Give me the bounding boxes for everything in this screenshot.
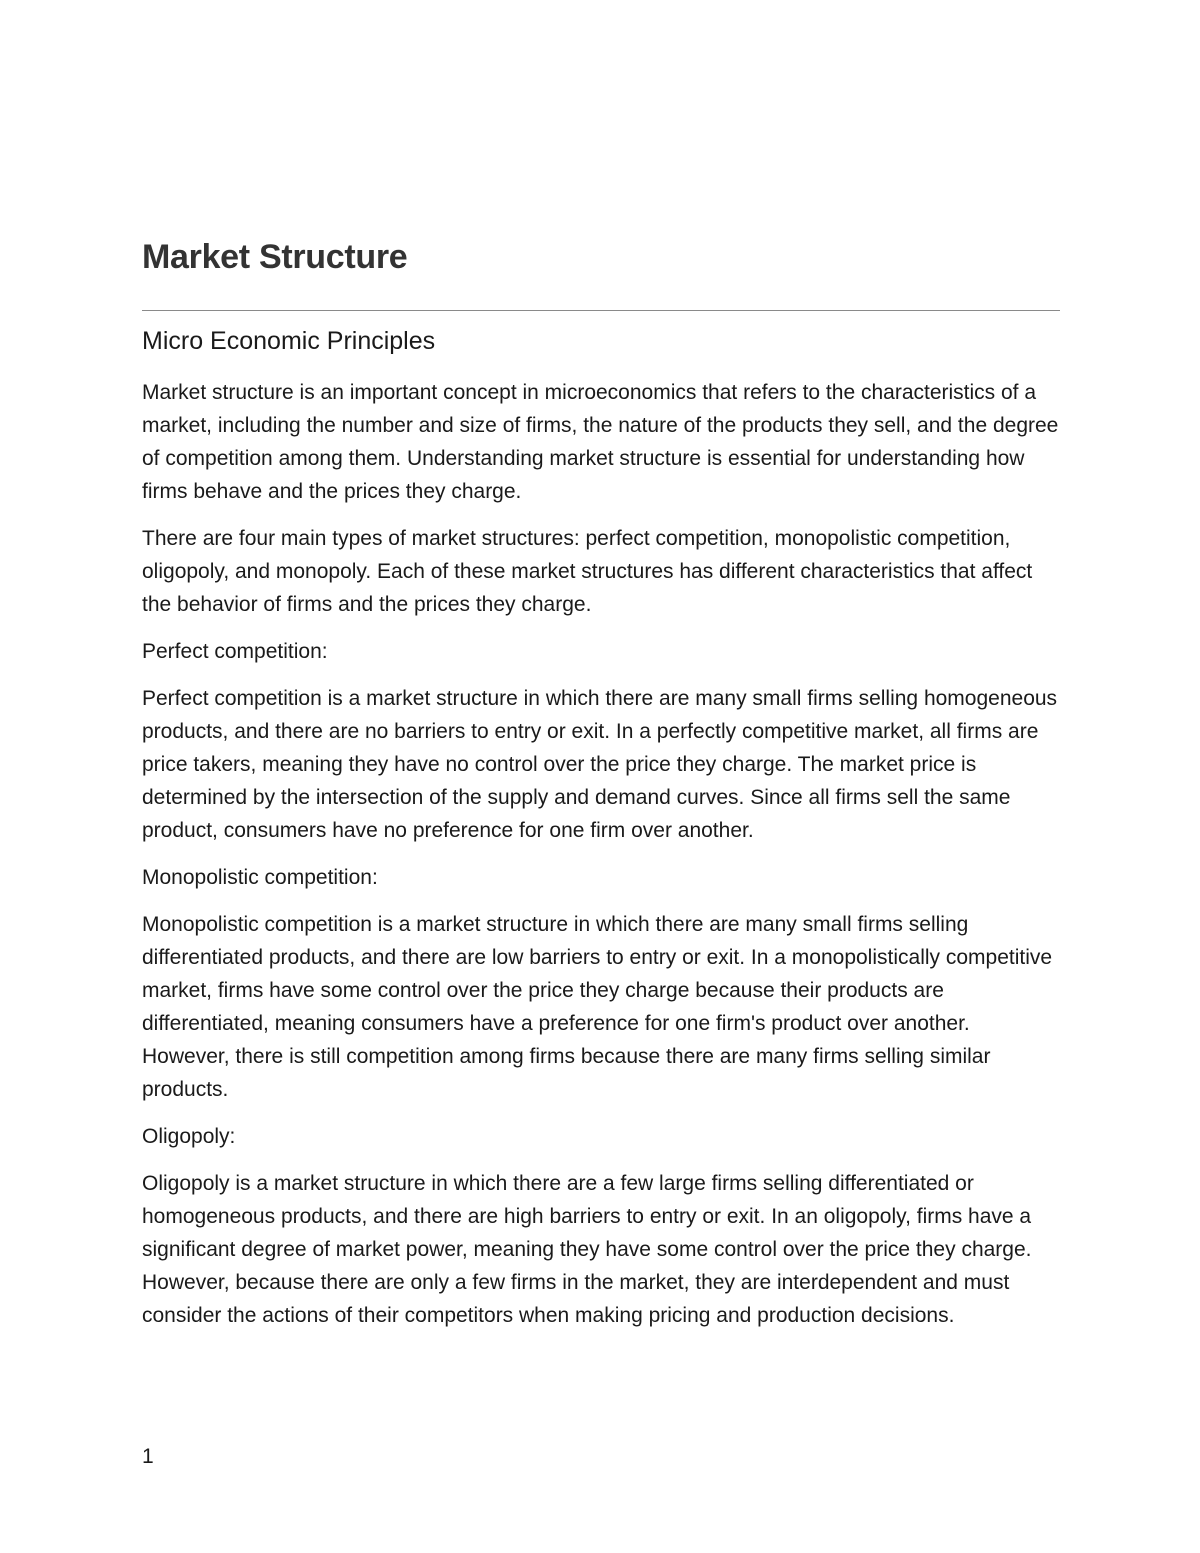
page-content: [142, 233, 1060, 1332]
paragraph-types: There are four main types of market structures: perfect competition, monopolistic competition, oligopoly, and monopoly. Each of these market structures has different characteristics that affect the behavior of firms and the prices they charge.: [142, 527, 1033, 616]
paragraph-monopolistic-competition: Monopolistic competition is a market structure in which there are many small firms selling differentiated products, and there are low barriers to entry or exit. In a monopolistically competitive market, firms have some control over the price they charge because their products are differentiated, meaning consumers have a preference for one firm's product over another. However, there is still competition among firms because there are many firms selling similar products.: [142, 913, 1053, 1101]
page-title: Market Structure: [142, 238, 408, 276]
page-number: 1: [142, 1445, 154, 1468]
section-heading-perfect-competition: Perfect competition:: [142, 640, 328, 663]
page-subtitle: Micro Economic Principles: [142, 327, 436, 355]
section-heading-oligopoly: Oligopoly:: [142, 1125, 236, 1148]
paragraph-perfect-competition: Perfect competition is a market structure in which there are many small firms selling homogeneous products, and there are no barriers to entry or exit. In a perfectly competitive market, all firms are price takers, meaning they have no control over the price they charge. The market price is determined by the intersection of the supply and demand curves. Since all firms sell the same product, consumers have no preference for one firm over another.: [142, 687, 1058, 842]
section-heading-monopolistic-competition: Monopolistic competition:: [142, 866, 378, 889]
paragraph-intro: Market structure is an important concept in microeconomics that refers to the characteristics of a market, including the number and size of firms, the nature of the products they sell, and the degree of competition among them. Understanding market structure is essential for understanding how firms behave and the prices they charge.: [142, 381, 1059, 503]
paragraph-oligopoly: Oligopoly is a market structure in which there are a few large firms selling differentiated or homogeneous products, and there are high barriers to entry or exit. In an oligopoly, firms have a significant degree of market power, meaning they have some control over the price they charge. However, because there are only a few firms in the market, they are interdependent and must consider the actions of their competitors when making pricing and production decisions.: [142, 1172, 1032, 1327]
title-divider: [142, 310, 1060, 311]
